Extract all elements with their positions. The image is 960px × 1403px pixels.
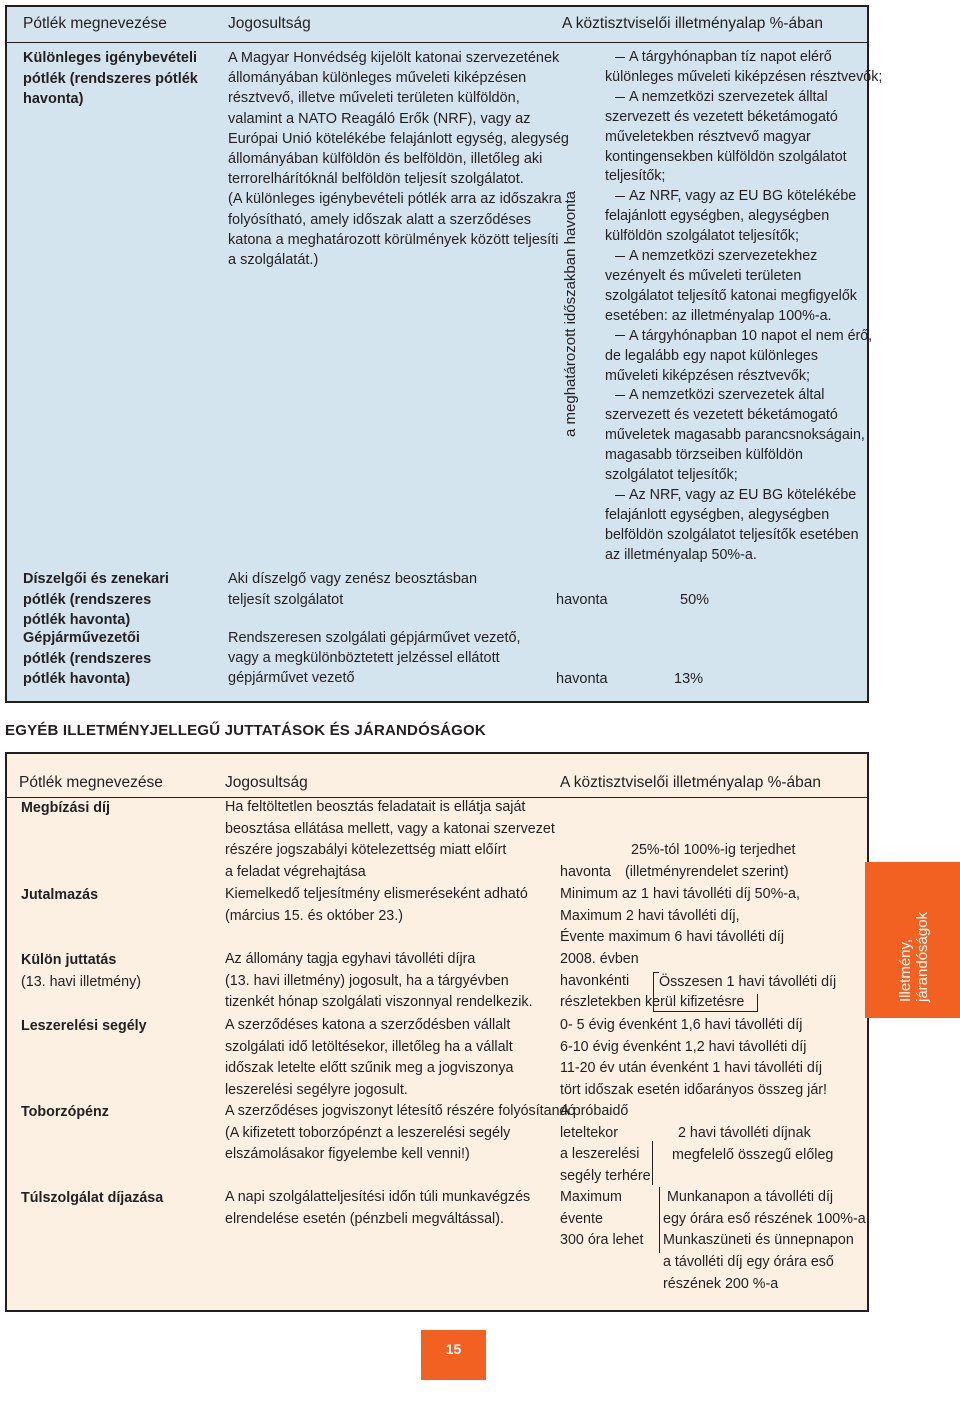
kulon-name: Külön juttatás (13. havi illetmény): [21, 952, 141, 990]
rate-line-text: szolgálatot teljesítő katonai megfigyelők: [605, 287, 857, 304]
side-tab-label: Illetmény, járandóságok: [897, 911, 931, 1002]
rate-line: [605, 207, 882, 227]
toborzo-name: Toborzópénz: [21, 1104, 109, 1120]
row3-rate: 13%: [674, 671, 704, 687]
table-header: [7, 774, 867, 798]
rate-line: [605, 506, 882, 526]
rate-line-text: A tárgyhónapban 10 napot el nem érő,: [629, 327, 873, 344]
row3-period: havonta: [556, 671, 608, 687]
benefits-table: [5, 752, 869, 1312]
row3-text: Rendszeresen szolgálati gépjárművet vezető, vagy a megkülönböztetett jelzéssel ellátott gépjárművet vezető: [228, 630, 521, 686]
rate-line: [605, 466, 882, 486]
rate-line: [605, 327, 882, 347]
rate-line-text: teljesítők;: [605, 168, 666, 185]
rate-line-text: műveletek magasabb parancsnokságain,: [605, 427, 865, 444]
rate-line-text: felajánlott egységben, alegységben: [605, 208, 830, 225]
rate-line: [605, 486, 882, 506]
row1-text: A Magyar Honvédség kijelölt katonai szervezetének állományában különleges műveleti kiképzésen résztvevő, illetve műveleti területen külföldön, valamint a NATO Reagáló Erők (NRF), vagy az Európai Unió kötelékébe felajánlott egység, alegység állományában külföldön és belföldön, illetőleg aki terrorelhárítóknál belföldön teljesít szolgálatot. (A különleges igénybevételi pótlék arra az időszakra folyósítható, amely időszak alatt a szerződéses katona a meghatározott körülmények között teljesíti a szolgálatát.): [228, 50, 569, 269]
row1-vertical-label: a meghatározott időszakban havonta: [562, 191, 579, 437]
section-title: EGYÉB ILLETMÉNYJELLEGŰ JUTTATÁSOK ÉS JÁRANDÓSÁGOK: [5, 722, 486, 739]
rate-line-text: különleges műveleti kiképzésen résztvevők;: [605, 68, 883, 85]
header-rate: A köztisztviselői illetményalap %-ában: [560, 774, 822, 791]
rate-line: [605, 187, 882, 207]
rate-line-text: szervezett és vezetett béketámogató: [605, 407, 838, 424]
row2-period: havonta: [556, 592, 608, 608]
rate-line: [605, 148, 882, 168]
rate-line: [605, 367, 882, 387]
rate-line: [605, 48, 882, 68]
dash-mark: [615, 196, 625, 197]
rate-line: [605, 347, 882, 367]
rate-line-text: felajánlott egységben, alegységben: [605, 506, 830, 523]
rate-line: [605, 307, 882, 327]
rate-line-text: műveleti kiképzésen résztvevők;: [605, 367, 811, 384]
dash-mark: [615, 395, 625, 396]
kulon-text: Az állomány tagja egyhavi távolléti díjra (13. havi illetmény) jogosult, ha a tárgyévben tizenkét hónap szolgálati viszonnyal rendelkezik.: [225, 951, 533, 1011]
megbizasi-rate: 25%-tól 100%-ig terjedhet (illetményrendelet szerint): [625, 842, 796, 880]
rate-line: [605, 88, 882, 108]
rate-line-text: de legalább egy napot különleges: [605, 347, 819, 364]
rate-line-text: szervezett és vezetett béketámogató: [605, 108, 838, 125]
kulon-box-text: Összesen 1 havi távolléti díj: [659, 972, 840, 994]
row2-rate: 50%: [680, 592, 710, 608]
dash-mark: [615, 335, 625, 336]
dash-mark: [615, 495, 625, 496]
toborzo-condition: A próbaidő leteltekor a leszerelési segély terhére: [560, 1103, 651, 1185]
rate-line-text: A nemzetközi szervezetek által: [629, 387, 825, 404]
rate-line: [605, 108, 882, 128]
row3-name: Gépjárművezetői pótlék (rendszeres pótlék havonta): [23, 630, 152, 687]
rate-line-text: szolgálatot teljesítők;: [605, 467, 738, 484]
tulszolgalat-divider: [659, 1187, 660, 1253]
rate-line: [605, 426, 882, 446]
rate-line-text: Az NRF, vagy az EU BG kötelékébe: [629, 486, 857, 503]
rate-line-text: belföldön szolgálatot teljesítők esetében: [605, 526, 859, 543]
kulon-schedule: 2008. évben havonkénti részletekben kerül kifizetésre: [560, 951, 745, 1011]
rate-line-text: vezényelt és műveleti területen: [605, 267, 802, 284]
megbizasi-period: havonta: [560, 864, 611, 880]
section-side-tab: [865, 862, 960, 1018]
rate-line-text: esetében: az illetményalap 100%-a.: [605, 307, 832, 324]
row1-rate-text: [605, 48, 882, 566]
header-rate: A köztisztviselői illetményalap %-ában: [562, 15, 824, 32]
rate-line: [605, 68, 882, 88]
rate-line-text: külföldön szolgálatot teljesítők;: [605, 228, 799, 245]
tulszolgalat-text: A napi szolgálatteljesítési időn túli munkavégzés elrendelése esetén (pénzbeli megváltással).: [225, 1189, 531, 1227]
rate-line-text: műveletekben résztvevő magyar: [605, 128, 811, 145]
rate-line: [605, 227, 882, 247]
rate-line: [605, 287, 882, 307]
rate-line: [605, 267, 882, 287]
rate-line-text: A nemzetközi szervezetekhez: [629, 248, 818, 265]
tulszolgalat-name: Túlszolgálat díjazása: [21, 1190, 164, 1206]
leszerelesi-rate: 0- 5 évig évenként 1,6 havi távolléti díj 6-10 évig évenként 1,2 havi távolléti díj 11-20 év után évenként 1 havi távolléti díj tört időszak esetén időarányos összeg jár!: [560, 1017, 828, 1099]
tulszolgalat-limit: Maximum évente 300 óra lehet: [560, 1189, 644, 1249]
allowance-table: [5, 5, 883, 703]
row2-text: Aki díszelgő vagy zenész beosztásban teljesít szolgálatot: [228, 571, 478, 608]
rate-line: [605, 167, 882, 187]
header-entitlement: Jogosultság: [228, 15, 311, 32]
rate-line: [605, 546, 882, 566]
dash-mark: [615, 256, 625, 257]
dash-mark: [615, 57, 625, 58]
rate-line: [605, 128, 882, 148]
toborzo-amount: 2 havi távolléti díjnak megfelelő összegű előleg: [672, 1125, 834, 1163]
dash-mark: [615, 97, 625, 98]
header-entitlement: Jogosultság: [225, 774, 308, 791]
table-header: [7, 7, 867, 43]
rate-line: [605, 526, 882, 546]
rate-line-text: Az NRF, vagy az EU BG kötelékébe: [629, 188, 857, 205]
rate-line: [605, 386, 882, 406]
header-name: Pótlék megnevezése: [23, 15, 167, 32]
row2-name: Díszelgői és zenekari pótlék (rendszeres pótlék havonta): [23, 571, 169, 628]
toborzo-text: A szerződéses jogviszonyt létesítő részére folyósítandó (A kifizetett toborzópénzt a leszerelési segély elszámolásakor figyelembe kell venni!): [225, 1103, 576, 1163]
rate-line: [605, 247, 882, 267]
rate-line-text: az illetményalap 50%-a.: [605, 546, 757, 563]
leszerelesi-name: Leszerelési segély: [21, 1018, 147, 1034]
tulszolgalat-rate: Munkanapon a távolléti díj egy órára eső részének 100%-a Munkaszüneti és ünnepnapon a távolléti díj egy órára eső részének 200 %-a: [663, 1189, 866, 1292]
rate-line-text: kontingensekben külföldön szolgálatot: [605, 148, 847, 165]
rate-line-text: A tárgyhónapban tíz napot elérő: [629, 49, 832, 65]
megbizasi-name: Megbízási díj: [21, 800, 110, 816]
megbizasi-text: Ha feltöltetlen beosztás feladatait is ellátja saját beosztása ellátása mellett, vagy a katonai szervezet részére jogszabályi kötelezettség miatt előírt a feladat végrehajtása: [225, 799, 555, 881]
row1-name: Különleges igénybevételi pótlék (rendszeres pótlék havonta): [23, 50, 198, 107]
rate-line-text: A nemzetközi szervezetek álltal: [629, 88, 828, 105]
toborzo-divider: [652, 1141, 653, 1185]
jutalmazas-name: Jutalmazás: [21, 887, 99, 903]
leszerelesi-text: A szerződéses katona a szerződésben vállalt szolgálati idő letöltésekor, illetőleg ha a vállalt időszak letelte előtt szűnik meg a jogviszonya leszerelési segélyre jogosult.: [225, 1017, 514, 1099]
rate-line: [605, 446, 882, 466]
rate-line: [605, 406, 882, 426]
jutalmazas-rate: Minimum az 1 havi távolléti díj 50%-a, Maximum 2 havi távolléti díj, Évente maximum 6 havi távolléti díj: [560, 886, 800, 946]
jutalmazas-text: Kiemelkedő teljesítmény elismeréseként adható (március 15. és október 23.): [225, 886, 528, 924]
header-name: Pótlék megnevezése: [19, 774, 163, 791]
rate-line-text: magasabb törzseiben külföldön: [605, 447, 803, 464]
page-number: 15: [421, 1330, 486, 1380]
